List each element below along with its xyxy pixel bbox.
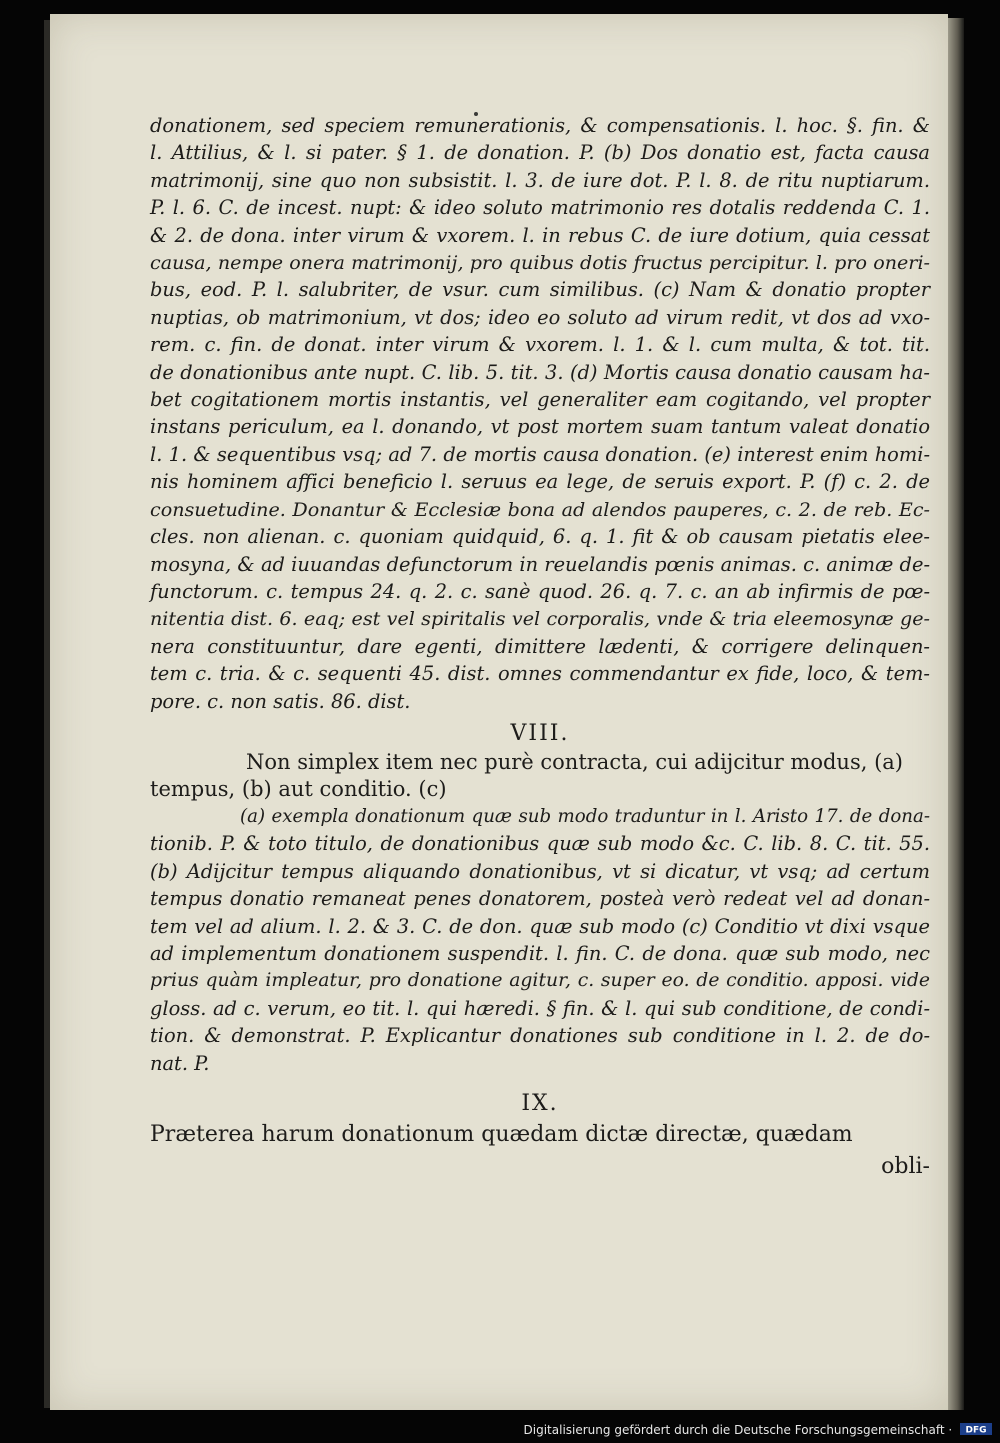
text-line: bus, eod. P. l. salubriter, de vsur. cum similibus. (c) Nam & donatio propter — [150, 278, 930, 302]
footnotes-block-2 — [150, 803, 930, 1077]
catchword: obli- — [881, 1154, 930, 1179]
text-line: bet cogitationem mortis instantis, vel generaliter eam cogitando, vel propter — [150, 388, 930, 412]
text-line: l. Attilius, & l. si pater. § 1. de donation. P. (b) Dos donatio est, facta causa — [150, 141, 930, 165]
text-line: rem. c. fin. de donat. inter virum & vxorem. l. 1. & l. cum multa, & tot. tit. — [150, 333, 930, 357]
text-line: nat. P. — [150, 1051, 210, 1075]
text-line: P. l. 6. C. de incest. nupt: & ideo soluto matrimonio res dotalis reddenda C. 1. — [150, 196, 930, 220]
footer-text: Digitalisierung gefördert durch die Deutsche Forschungsgemeinschaft · — [523, 1423, 953, 1437]
text-line: nitentia dist. 6. eaq; est vel spiritalis vel corporalis, vnde & tria eleemosynæ ge- — [150, 607, 930, 631]
text-line: pore. c. non satis. 86. dist. — [150, 689, 411, 713]
text-line: nis hominem affici beneficio l. seruus ea lege, de seruis export. P. (f) c. 2. de — [150, 470, 930, 494]
text-line: (a) exempla donationum quæ sub modo traduntur in l. Aristo 17. de dona- — [240, 805, 930, 827]
text-line: nuptias, ob matrimonium, vt dos; ideo eo soluto ad virum redit, vt dos ad vxo- — [150, 305, 930, 329]
text-line: causa, nempe onera matrimonij, pro quibus dotis fructus percipitur. l. pro oneri- — [150, 251, 930, 275]
dfg-logo-icon — [960, 1423, 992, 1439]
text-line: tion. & demonstrat. P. Explicantur donationes sub conditione in l. 2. de do- — [150, 1024, 930, 1048]
text-line: tionib. P. & toto titulo, de donationibus quæ sub modo &c. C. lib. 8. C. tit. 55. — [150, 832, 930, 856]
section-heading-viii: VIII. — [510, 720, 570, 746]
svg-text:DFG: DFG — [965, 1425, 987, 1435]
text-line: de donationibus ante nupt. C. lib. 5. tit. 3. (d) Mortis causa donatio causam ha- — [150, 360, 930, 384]
text-line: functorum. c. tempus 24. q. 2. c. sanè quod. 26. q. 7. c. an ab infirmis de pœ- — [150, 579, 930, 603]
page-text — [150, 112, 930, 1183]
text-line: tem vel ad alium. l. 2. & 3. C. de don. quæ sub modo (c) Conditio vt dixi vsque — [150, 914, 930, 938]
footnotes-block-1 — [150, 112, 930, 715]
text-line: matrimonij, sine quo non subsistit. l. 3. de iure dot. P. l. 8. de ritu nuptiarum. — [150, 168, 930, 192]
text-line: tempus, (b) aut conditio. (c) — [150, 776, 447, 801]
main-text-viii — [150, 749, 930, 803]
footer-credit — [0, 1422, 992, 1439]
text-line: consuetudine. Donantur & Ecclesiæ bona ad alendos pauperes, c. 2. de reb. Ec- — [150, 497, 930, 521]
text-line: donationem, sed speciem remunerationis, & compensationis. l. hoc. §. fin. & — [150, 114, 930, 137]
text-line: prius quàm impleatur, pro donatione agitur, c. super eo. de conditio. apposi. vide — [150, 970, 930, 992]
page-right-edge — [948, 18, 964, 1410]
text-line: & 2. de dona. inter virum & vxorem. l. in rebus C. de iure dotium, quia cessat — [150, 223, 930, 247]
section-heading-ix: IX. — [521, 1091, 559, 1116]
text-line: Præterea harum donationum quædam dictæ directæ, quædam — [150, 1122, 853, 1147]
text-line: tempus donatio remaneat penes donatorem, posteà verò redeat vel ad donan- — [150, 887, 930, 911]
text-line: mosyna, & ad iuuandas defunctorum in reuelandis pœnis animas. c. animæ de- — [150, 552, 930, 576]
text-line: ad implementum donationem suspendit. l. fin. C. de dona. quæ sub modo, nec — [150, 941, 930, 965]
text-line: l. 1. & sequentibus vsq; ad 7. de mortis causa donation. (e) interest enim homi- — [150, 442, 930, 466]
text-line: gloss. ad c. verum, eo tit. l. qui hæredi. § fin. & l. qui sub conditione, de condi- — [150, 996, 930, 1020]
text-line: (b) Adijcitur tempus aliquando donationibus, vt si dicatur, vt vsq; ad certum — [150, 859, 930, 883]
text-line: tem c. tria. & c. sequenti 45. dist. omnes commendantur ex fide, loco, & tem- — [150, 662, 930, 686]
text-line: cles. non alienan. c. quoniam quidquid, 6. q. 1. fit & ob causam pietatis elee- — [150, 525, 930, 549]
text-line: nera constituuntur, dare egenti, dimittere lædenti, & corrigere delinquen- — [150, 634, 930, 658]
text-line: instans periculum, ea l. donando, vt post mortem suam tantum valeat donatio — [150, 415, 930, 439]
text-line: Non simplex item nec purè contracta, cui adijcitur modus, (a) — [246, 749, 903, 774]
main-text-ix — [150, 1119, 930, 1183]
